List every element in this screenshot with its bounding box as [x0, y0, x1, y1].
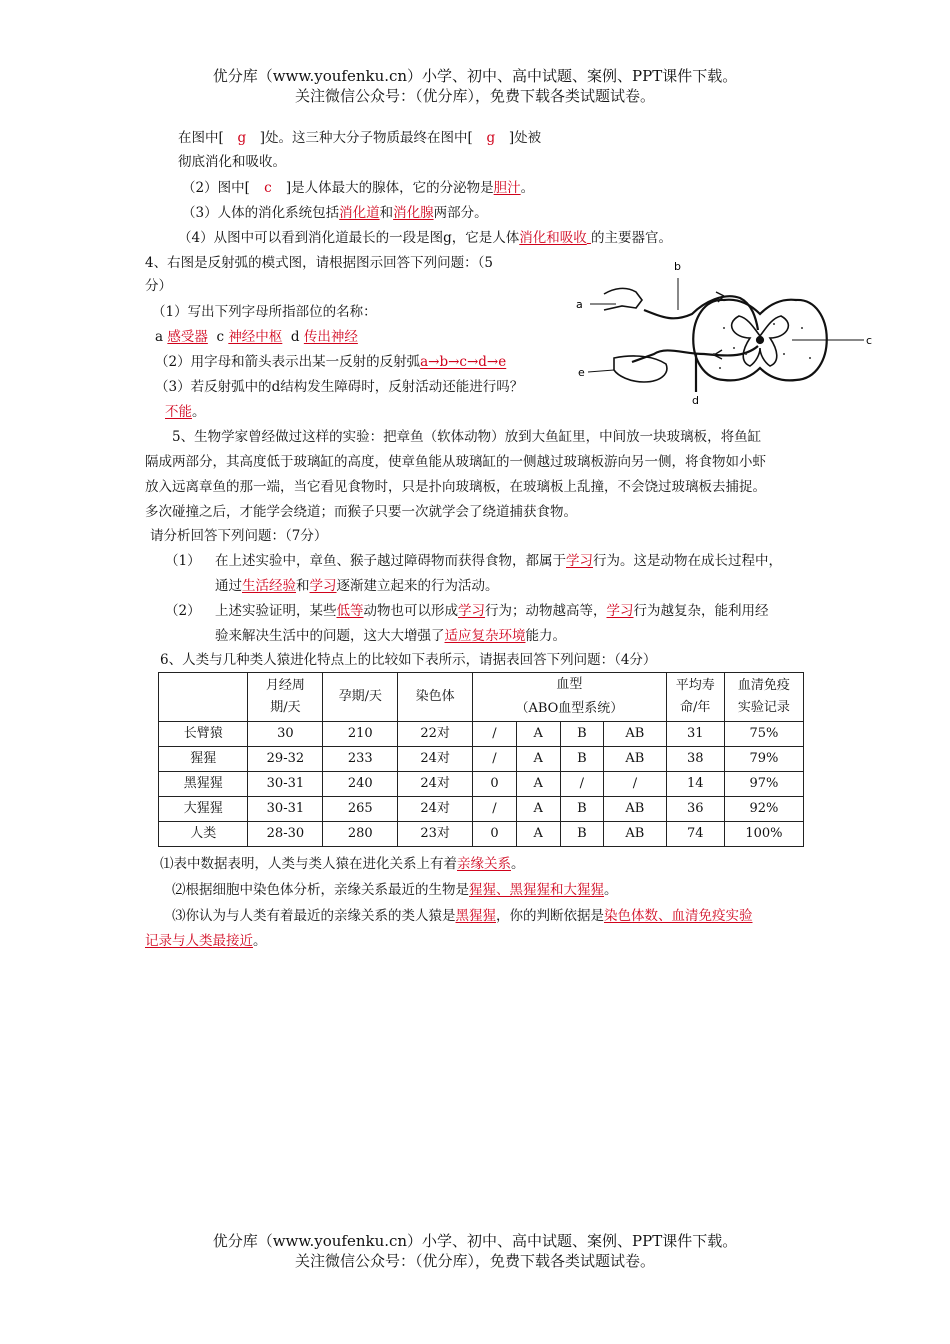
q4-part2 [155, 352, 506, 372]
diagram-label-b: b [674, 260, 681, 273]
q3-line2: 彻底消化和吸收。 [178, 154, 286, 170]
q5-line1: 5、生物学家曾经做过这样的实验：把章鱼（软体动物）放到大鱼缸里，中间放一块玻璃板，将鱼缸 [172, 429, 762, 445]
q5-sub1-line2 [215, 576, 499, 596]
q6-answer-apes: 猩猩、黑猩猩和大猩猩 [469, 882, 604, 898]
q6-text: ，你的判断依据是 [496, 908, 604, 924]
q3-text: 和 [379, 205, 394, 221]
q5-line4: 多次碰撞之后，才能学会绕道；而猴子只要一次就学会了绕道捕获食物。 [145, 504, 577, 520]
q5-sub1-num: （1） [165, 553, 201, 569]
q4-label-a: a [155, 329, 164, 345]
table-cell: 30 [248, 722, 323, 747]
q3-answer-g2: g [486, 130, 496, 146]
table-cell: B [560, 747, 604, 772]
page-footer-line1: 优分库（www.youfenku.cn）小学、初中、高中试题、案例、PPT课件下载。 [212, 1232, 738, 1250]
q4-label-c: c [216, 329, 225, 345]
table-cell: 22对 [398, 722, 473, 747]
table-cell: B [560, 822, 604, 847]
q6-answer-chimp: 黑猩猩 [455, 908, 496, 924]
q6-text: ⑴表中数据表明，人类与类人猿在进化关系上有着 [160, 856, 457, 872]
q5-line3: 放入远离章鱼的那一端，当它看见食物时，只是扑向玻璃板，在玻璃板上乱撞，不会饶过玻璃板去捕捉。 [145, 479, 766, 495]
table-cell: 74 [666, 822, 724, 847]
q6-text: ⑵根据细胞中染色体分析，亲缘关系最近的生物是 [172, 882, 469, 898]
table-cell: 23对 [398, 822, 473, 847]
q3-text: ]处被 [508, 130, 542, 146]
table-cell: / [473, 797, 517, 822]
table-cell: A [516, 722, 560, 747]
q3-answer-glands: 消化腺 [393, 205, 434, 221]
table-cell: / [560, 772, 604, 797]
q3-answer-c: c [264, 180, 272, 196]
table-cell: B [560, 722, 604, 747]
q6-text: ⑶你认为与人类有着最近的亲缘关系的类人猿是 [172, 908, 456, 924]
q3-text: 的主要器官。 [591, 230, 673, 246]
q3-part2 [182, 178, 534, 198]
q3-answer-tract: 消化道 [339, 205, 380, 221]
q5-text: 通过 [215, 578, 242, 594]
table-cell: 92% [724, 797, 803, 822]
q4-text: 。 [192, 404, 206, 420]
table-body [159, 722, 804, 847]
table-cell: 97% [724, 772, 803, 797]
q4-answer-a: 感受器 [167, 329, 208, 345]
table-cell: 280 [323, 822, 398, 847]
q5-answer-adapt: 适应复杂环境 [444, 628, 526, 644]
q5-sub2-line2 [215, 626, 566, 646]
q4-part1: （1）写出下列字母所指部位的名称： [152, 304, 377, 320]
table-row [159, 772, 804, 797]
q4-answers1 [155, 327, 358, 347]
comparison-table [158, 672, 804, 847]
q3-text: 。 [520, 180, 535, 196]
q5-sub1-line1 [215, 551, 782, 571]
table-cell: 0 [473, 822, 517, 847]
q5-line2: 隔成两部分，其高度低于玻璃缸的高度，使章鱼能从玻璃缸的一侧越过玻璃板游向另一侧，将食物如小虾 [145, 454, 766, 470]
q3-text: ]处。这三种大分子物质最终在图中[ [259, 130, 473, 146]
page-header-line2: 关注微信公众号：（优分库），免费下载各类试题试卷。 [294, 87, 655, 105]
q4-part3-answer [165, 402, 206, 422]
table-cell: 29-32 [248, 747, 323, 772]
table-cell: 100% [724, 822, 803, 847]
q4-answer-arc: a→b→c→d→e [420, 354, 507, 370]
header-gestation: 孕期/天 [323, 673, 398, 722]
q4-answer-no: 不能 [165, 404, 192, 420]
table-row [159, 722, 804, 747]
q5-text: 验来解决生活中的问题，这大大增强了 [215, 628, 445, 644]
table-cell: 猩猩 [159, 747, 248, 772]
table-cell: 31 [666, 722, 724, 747]
q6-answer-kinship: 亲缘关系 [457, 856, 511, 872]
q3-part3 [182, 203, 488, 223]
header-serum: 血清免疫 实验记录 [724, 673, 803, 722]
table-row [159, 747, 804, 772]
table-cell: 75% [724, 722, 803, 747]
table-cell: A [516, 822, 560, 847]
q6-answer3 [172, 906, 753, 926]
table-cell: 0 [473, 772, 517, 797]
q4-part3: （3）若反射弧中的d结构发生障碍时，反射活动还能进行吗？ [155, 379, 524, 395]
table-cell: A [516, 797, 560, 822]
table-cell: 79% [724, 747, 803, 772]
diagram-label-a: a [576, 298, 583, 311]
header-blood: 血型 [473, 673, 666, 698]
q5-text: 行为。这是动物在成长过程中， [593, 553, 782, 569]
table-cell: / [473, 722, 517, 747]
q3-text: ]是人体最大的腺体，它的分泌物是 [285, 180, 494, 196]
reflex-arc-diagram [574, 258, 874, 406]
table-row [159, 797, 804, 822]
q5-text: 能力。 [525, 628, 566, 644]
diagram-label-e: e [578, 366, 585, 379]
q5-text: 在上述实验中，章鱼、猴子越过障碍物而获得食物，都属于 [215, 553, 566, 569]
q3-answer-bile: 胆汁 [493, 180, 521, 196]
q5-text: 动物也可以形成 [363, 603, 458, 619]
q6-text: 。 [604, 882, 618, 898]
q6-text: 。 [511, 856, 525, 872]
q5-answer-learn2: 学习 [309, 578, 337, 594]
q4-answer-c: 神经中枢 [228, 329, 283, 345]
q5-line5: 请分析回答下列问题：（7分） [150, 528, 328, 544]
q6-answer3-cont [145, 931, 267, 951]
q4-text: （2）用字母和箭头表示出某一反射的反射弧 [155, 354, 421, 370]
q5-answer-learn3: 学习 [458, 603, 485, 619]
table-cell: 人类 [159, 822, 248, 847]
header-chromosome: 染色体 [398, 673, 473, 722]
table-cell: 长臂猿 [159, 722, 248, 747]
header-blood-system: （ABO血型系统） [473, 697, 666, 722]
q3-answer-g1: g [237, 130, 247, 146]
table-row [159, 822, 804, 847]
table-cell: 24对 [398, 797, 473, 822]
table-cell: A [516, 772, 560, 797]
table-cell: 265 [323, 797, 398, 822]
q5-text: 上述实验证明，某些 [215, 603, 337, 619]
q4-title1: 4、右图是反射弧的模式图，请根据图示回答下列问题：（5 [145, 255, 493, 271]
table-cell: / [473, 747, 517, 772]
table-cell: AB [604, 747, 666, 772]
table-cell: 38 [666, 747, 724, 772]
table-cell: 24对 [398, 747, 473, 772]
header-lifespan: 平均寿 命/年 [666, 673, 724, 722]
q5-text: 逐渐建立起来的行为活动。 [336, 578, 499, 594]
q3-text: （3）人体的消化系统包括 [182, 205, 340, 221]
table-cell: AB [604, 722, 666, 747]
table-cell: 28-30 [248, 822, 323, 847]
q5-text: 行为；动物越高等， [485, 603, 607, 619]
q5-text: 行为越复杂，能利用经 [633, 603, 769, 619]
q6-answer2 [172, 880, 618, 900]
table-cell: B [560, 797, 604, 822]
q4-answer-d: 传出神经 [303, 329, 358, 345]
table-cell: 大猩猩 [159, 797, 248, 822]
page-header-line1: 优分库（www.youfenku.cn）小学、初中、高中试题、案例、PPT课件下载。 [212, 67, 738, 85]
table-cell: / [604, 772, 666, 797]
q5-answer-learn1: 学习 [566, 553, 593, 569]
q5-answer-lower: 低等 [336, 603, 364, 619]
table-cell: 36 [666, 797, 724, 822]
q3-line1 [178, 128, 541, 148]
table-cell: AB [604, 822, 666, 847]
q3-answer-absorb: 消化和吸收 [519, 230, 587, 246]
q6-answer-basis2: 记录与人类最接近 [145, 933, 253, 949]
page-footer-line2: 关注微信公众号：（优分库），免费下载各类试题试卷。 [294, 1252, 655, 1270]
header-menstrual: 月经周 期/天 [248, 673, 323, 722]
q5-sub2-line1 [215, 601, 769, 621]
table-cell: 黑猩猩 [159, 772, 248, 797]
table-cell: A [516, 747, 560, 772]
table-cell: 233 [323, 747, 398, 772]
q3-text: （2）图中[ [182, 180, 250, 196]
q3-part4 [178, 228, 672, 248]
diagram-label-c: c [866, 334, 873, 347]
q5-answer-learn4: 学习 [606, 603, 634, 619]
q3-text: 在图中[ [178, 130, 224, 146]
table-cell: 240 [323, 772, 398, 797]
table-cell: 14 [666, 772, 724, 797]
q3-text: 两部分。 [433, 205, 488, 221]
table-cell: AB [604, 797, 666, 822]
q5-text: 和 [296, 578, 310, 594]
q4-label-d: d [290, 329, 300, 345]
table-cell: 30-31 [248, 797, 323, 822]
q5-sub2-num: （2） [165, 603, 201, 619]
q6-text: 。 [253, 933, 267, 949]
q5-answer-experience: 生活经验 [242, 578, 296, 594]
header-species [159, 673, 248, 722]
table-cell: 210 [323, 722, 398, 747]
table-cell: 30-31 [248, 772, 323, 797]
q6-answer-basis1: 染色体数、血清免疫实验 [604, 908, 753, 924]
q6-title: 6、人类与几种类人猿进化特点上的比较如下表所示，请据表回答下列问题：（4分） [160, 652, 657, 668]
q3-text: （4）从图中可以看到消化道最长的一段是图g，它是人体 [178, 230, 520, 246]
q6-answer1 [160, 854, 525, 874]
q4-title2: 分） [145, 278, 172, 294]
table-cell: 24对 [398, 772, 473, 797]
diagram-label-d: d [692, 394, 699, 406]
